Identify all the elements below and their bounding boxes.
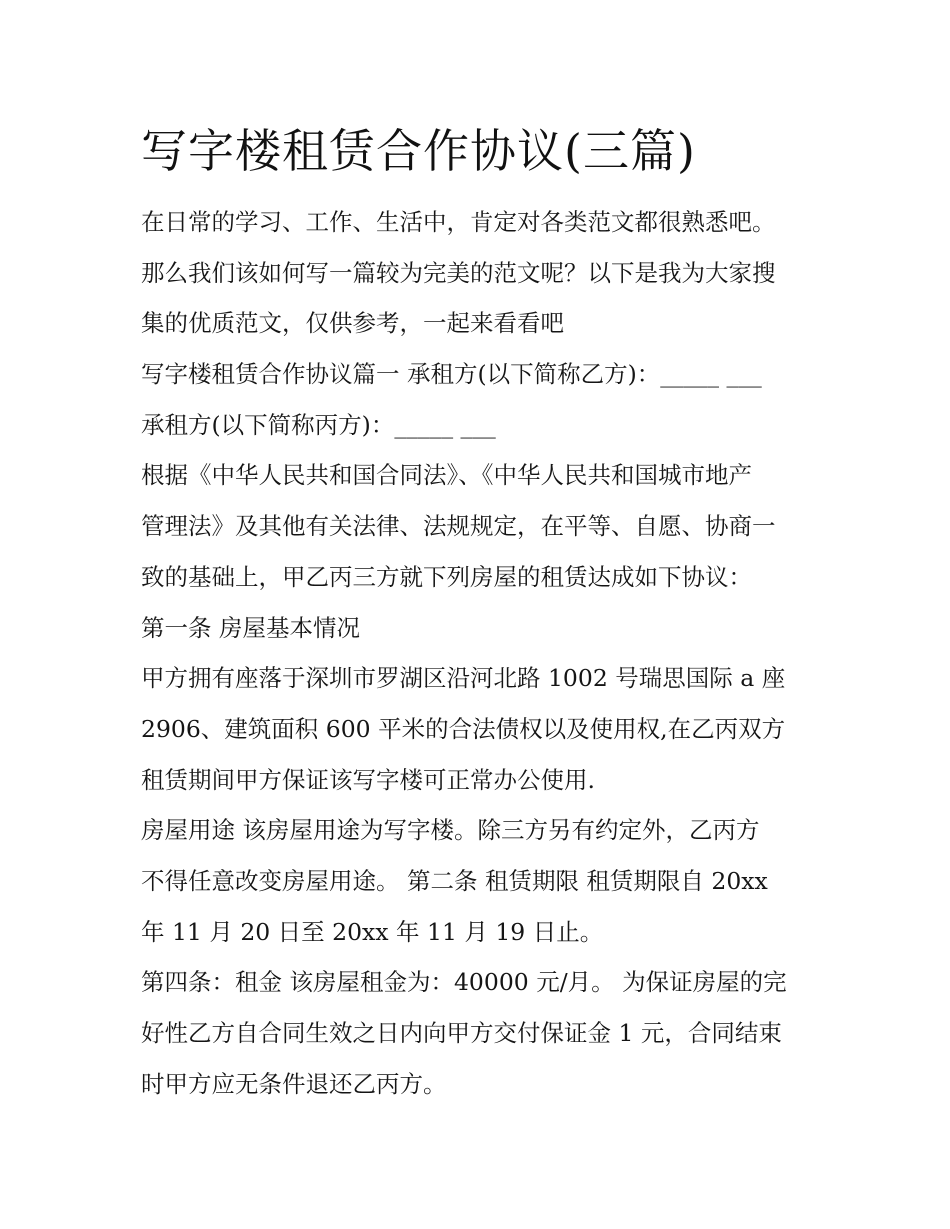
body-line: 好性乙方自合同生效之日内向甲方交付保证金 1 元，合同结束 bbox=[141, 1019, 782, 1047]
body-line: 承租方(以下简称丙方)：_____ ___ bbox=[141, 410, 496, 439]
body-line: 那么我们该如何写一篇较为完美的范文呢？以下是我为大家搜 bbox=[141, 258, 776, 287]
body-line: 在日常的学习、工作、生活中，肯定对各类范文都很熟悉吧。 bbox=[141, 208, 776, 236]
body-line: 时甲方应无条件退还乙丙方。 bbox=[141, 1069, 447, 1098]
body-line: 甲方拥有座落于深圳市罗湖区沿河北路 1002 号瑞思国际 a 座 bbox=[141, 664, 786, 693]
body-line: 年 11 月 20 日至 20xx 年 11 月 19 日止。 bbox=[141, 917, 604, 946]
body-line: 第四条：租金 该房屋租金为：40000 元/月。 为保证房屋的完 bbox=[141, 968, 787, 997]
body-line: 租赁期间甲方保证该写字楼可正常办公使用. bbox=[141, 765, 595, 794]
body-line: 房屋用途 该房屋用途为写字楼。除三方另有约定外，乙丙方 bbox=[141, 816, 760, 845]
body-line: 致的基础上，甲乙丙三方就下列房屋的租赁达成如下协议： bbox=[141, 562, 752, 591]
section-heading: 第一条 房屋基本情况 bbox=[141, 613, 360, 642]
body-line: 不得任意改变房屋用途。 第二条 租赁期限 租赁期限自 20xx bbox=[141, 866, 768, 895]
body-line: 根据《中华人民共和国合同法》、《中华人民共和国城市地产 bbox=[141, 461, 752, 490]
document-body bbox=[141, 197, 821, 1109]
document-title: 写字楼租赁合作协议(三篇) bbox=[141, 124, 696, 178]
body-line: 集的优质范文，仅供参考，一起来看看吧 bbox=[141, 309, 564, 338]
body-line: 2906、建筑面积 600 平米的合法债权以及使用权,在乙丙双方 bbox=[141, 714, 786, 743]
body-line: 写字楼租赁合作协议篇一 承租方(以下简称乙方)：_____ ___ bbox=[141, 360, 762, 389]
body-line: 管理法》及其他有关法律、法规规定，在平等、自愿、协商一 bbox=[141, 512, 776, 541]
